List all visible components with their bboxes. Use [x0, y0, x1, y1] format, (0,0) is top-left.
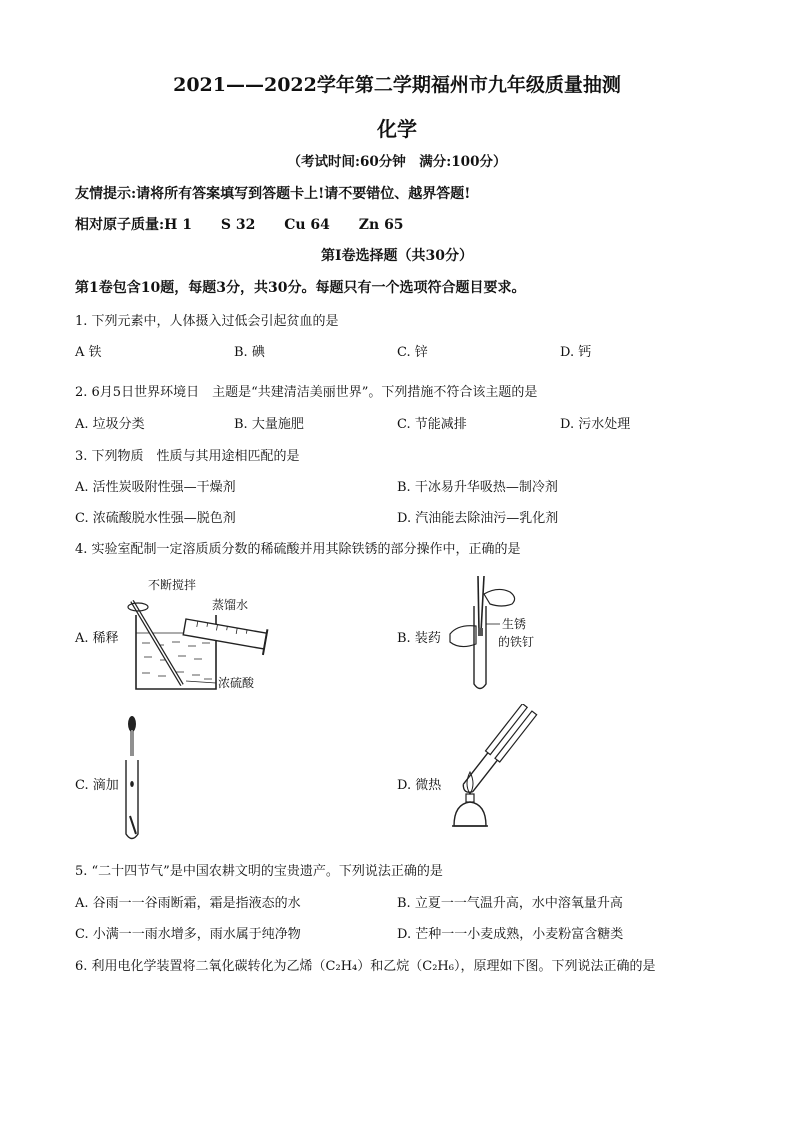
- dilution-figure: [120, 575, 280, 695]
- q5-option-c: C. 小满一一雨水增多，雨水属于纯净物: [75, 927, 301, 942]
- question-2-stem: 2. 6月5日世界环境日 主题是“共建清洁美丽世界”。下列措施不符合该主题的是: [75, 385, 538, 400]
- loading-figure: [438, 572, 548, 697]
- q2-option-d: D. 污水处理: [560, 417, 631, 432]
- q1-option-a: A 铁: [75, 345, 102, 360]
- q4-option-c: C. 滴加: [75, 778, 119, 793]
- label-conc-acid: 浓硫酸: [218, 676, 255, 690]
- question-6-stem: 6. 利用电化学装置将二氧化碳转化为乙烯（C₂H₄）和乙烷（C₂H₆），原理如下图。下列说法正确的是: [75, 959, 656, 974]
- q3-option-c: C. 浓硫酸脱水性强—脱色剂: [75, 511, 236, 526]
- q3-option-a: A. 活性炭吸附性强—干燥剂: [75, 480, 236, 495]
- atomic-mass-cu: Cu 64: [284, 217, 330, 233]
- q5-option-a: A. 谷雨一一谷雨断霜，霜是指液态的水: [75, 896, 301, 911]
- heating-figure: [440, 704, 550, 832]
- section-instruction: 第1卷包含10题，每题3分，共30分。每题只有一个选项符合题目要求。: [75, 280, 526, 296]
- q4-option-a: A. 稀释: [75, 631, 119, 646]
- question-5-stem: 5. “二十四节气”是中国农耕文明的宝贵遗产。下列说法正确的是: [75, 864, 443, 879]
- q2-option-b: B. 大量施肥: [234, 417, 304, 432]
- q2-option-c: C. 节能减排: [397, 417, 467, 432]
- q5-option-d: D. 芒种一一小麦成熟，小麦粉富含糖类: [397, 927, 624, 942]
- label-rusty: 生锈: [502, 617, 527, 631]
- atomic-mass-label: 相对原子质量:: [75, 217, 165, 233]
- q1-option-d: D. 钙: [560, 345, 592, 360]
- q4-option-d: D. 微热: [397, 778, 442, 793]
- exam-tip: 友情提示:请将所有答案填写到答题卡上!请不要错位、越界答题!: [75, 186, 471, 202]
- label-distilled-water: 蒸馏水: [212, 598, 249, 612]
- q1-option-c: C. 锌: [397, 345, 428, 360]
- atomic-mass-line: [75, 214, 404, 234]
- label-stir: 不断搅拌: [148, 578, 197, 592]
- atomic-mass-h: H 1: [164, 217, 193, 233]
- q1-option-b: B. 碘: [234, 345, 265, 360]
- atomic-mass-zn: Zn 65: [358, 217, 404, 233]
- question-1-stem: 1. 下列元素中，人体摄入过低会引起贫血的是: [75, 314, 339, 329]
- q3-option-d: D. 汽油能去除油污—乳化剂: [397, 511, 559, 526]
- atomic-mass-s: S 32: [220, 217, 256, 233]
- q5-option-b: B. 立夏一一气温升高，水中溶氧量升高: [397, 896, 623, 911]
- question-4-stem: 4. 实验室配制一定溶质质分数的稀硫酸并用其除铁锈的部分操作中，正确的是: [75, 542, 521, 557]
- q4-option-b: B. 装药: [397, 631, 441, 646]
- exam-info: （考试时间:60分钟 满分:100分）: [287, 154, 507, 170]
- question-3-stem: 3. 下列物质 性质与其用途相匹配的是: [75, 449, 300, 464]
- q3-option-b: B. 干冰易升华吸热—制冷剂: [397, 480, 558, 495]
- dropping-figure: [118, 712, 158, 847]
- section-title: 第Ⅰ卷选择题（共30分）: [320, 248, 474, 264]
- q2-option-a: A. 垃圾分类: [75, 417, 145, 432]
- subject-title: 化学: [377, 117, 417, 141]
- exam-title: 2021——2022学年第二学期福州市九年级质量抽测: [173, 74, 621, 96]
- label-iron-nail: 的铁钉: [498, 635, 535, 649]
